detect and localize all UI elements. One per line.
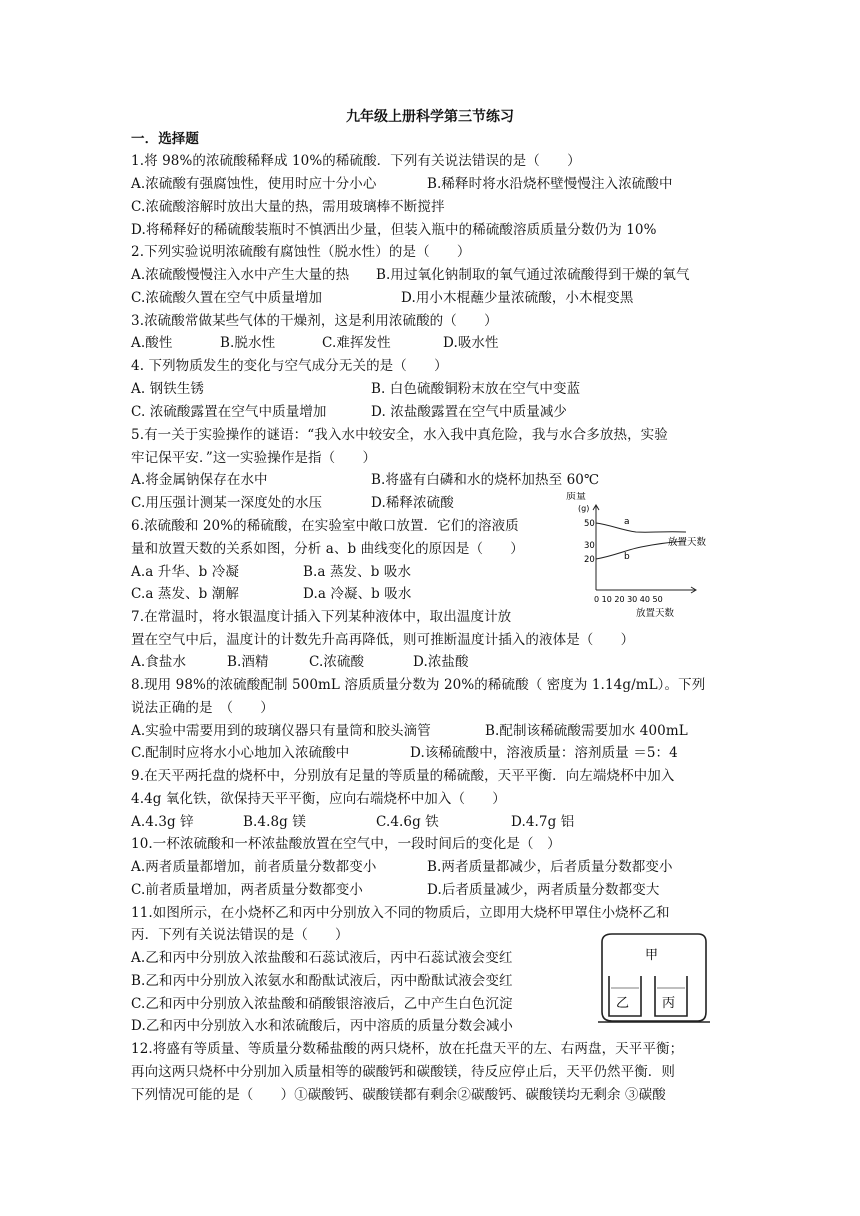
- question-1-option-row: [131, 175, 673, 193]
- question-3-stem: 3.浓硫酸常做某些气体的干燥剂，这是利用浓硫酸的（ ）: [131, 313, 498, 329]
- x-axis-title: 放置天数: [636, 608, 675, 619]
- y-axis-unit: (g): [578, 504, 590, 513]
- option-c: C.配制时应将水小心地加入浓硫酸中: [131, 745, 350, 761]
- option-b: B.用过氧化钠制取的氧气通过浓硫酸得到干燥的氧气: [376, 267, 690, 283]
- option-b: B.4.8g 镁: [243, 814, 306, 830]
- question-11-option-d: D.乙和丙中分别放入水和浓硫酸后，丙中溶质的质量分数会减小: [131, 1018, 514, 1034]
- question-11-stem: 11.如图所示，在小烧杯乙和丙中分别放入不同的物质后，立即用大烧杯甲罩住小烧杯乙和: [131, 905, 670, 921]
- option-c: C.难挥发性: [322, 335, 391, 351]
- option-b: B.脱水性: [220, 335, 276, 351]
- question-4-option-row: [131, 380, 581, 398]
- question-1-option-c: C.浓硫酸溶解时放出大量的热，需用玻璃棒不断搅拌: [131, 199, 445, 215]
- question-4-stem: 4. 下列物质发生的变化与空气成分无关的是（ ）: [131, 358, 448, 374]
- question-7-option-row: [131, 653, 469, 671]
- option-d: D.稀释浓硫酸: [371, 495, 454, 511]
- question-2-option-row: [131, 266, 690, 284]
- option-c: C.浓硫酸久置在空气中质量增加: [131, 290, 323, 306]
- option-b: B.将盛有白磷和水的烧杯加热至 60℃: [371, 472, 600, 488]
- question-9-stem-cont: 4.4g 氧化铁，欲保持天平平衡，应向右端烧杯中加入（ ）: [131, 791, 506, 807]
- option-d: D.吸水性: [443, 335, 499, 351]
- y-tick-30: 30: [584, 541, 595, 551]
- option-b: B. 白色硫酸铜粉末放在空气中变蓝: [371, 381, 581, 397]
- question-11-stem-cont: 丙．下列有关说法错误的是（ ）: [131, 927, 349, 943]
- question-6-option-row: [131, 563, 412, 581]
- question-10-option-row: [131, 881, 660, 899]
- page-title: 九年级上册科学第三节练习: [346, 109, 514, 125]
- option-d: D.该稀硫酸中，溶液质量：溶剂质量 ＝5：4: [410, 745, 678, 761]
- question-6-option-row: [131, 585, 412, 603]
- question-11-option-a: A.乙和丙中分别放入浓盐酸和石蕊试液后，丙中石蕊试液会变红: [131, 950, 513, 966]
- y-tick-20: 20: [584, 555, 595, 565]
- question-8-stem: 8.现用 98%的浓硫酸配制 500mL 溶质质量分数为 20%的稀硫酸（ 密度为 1.14g/mL）。下列: [131, 677, 706, 693]
- question-8-stem-cont: 说法正确的是 （ ）: [131, 700, 274, 716]
- beaker-jia-label: 甲: [645, 948, 659, 963]
- x-tick-labels: 0 10 20 30 40 50: [594, 595, 663, 604]
- question-10-option-row: [131, 858, 673, 876]
- question-2-stem: 2.下列实验说明浓硫酸有腐蚀性（脱水性）的是（ ）: [131, 244, 471, 260]
- beaker-bing-label: 丙: [662, 996, 676, 1011]
- option-a: A.食盐水: [131, 654, 187, 670]
- curve-b-label: b: [624, 552, 630, 562]
- question-4-option-row: [131, 403, 568, 421]
- question-5-option-row: [131, 494, 454, 512]
- option-b: B.两者质量都减少，后者质量分数都变小: [427, 859, 673, 875]
- option-b: B.酒精: [227, 654, 269, 670]
- option-b: B.配制该稀硫酸需要加水 400mL: [485, 723, 688, 739]
- question-1-stem: 1.将 98%的浓硫酸稀释成 10%的稀硫酸．下列有关说法错误的是（ ）: [131, 153, 581, 169]
- question-11-option-b: B.乙和丙中分别放入浓氨水和酚酞试液后，丙中酚酞试液会变红: [131, 973, 513, 989]
- option-a: A.浓硫酸慢慢注入水中产生大量的热: [131, 267, 350, 283]
- option-a: A. 钢铁生锈: [131, 381, 205, 397]
- option-d: D.浓盐酸: [413, 654, 469, 670]
- option-b: B.稀释时将水沿烧杯壁慢慢注入浓硫酸中: [427, 176, 673, 192]
- option-c: C.浓硫酸: [309, 654, 365, 670]
- section-heading: 一．选择题: [131, 131, 199, 147]
- question-5-option-row: [131, 471, 600, 489]
- question-10-stem: 10.一杯浓硫酸和一杯浓盐酸放置在空气中，一段时间后的变化是（ ）: [131, 836, 561, 852]
- curve-a-label: a: [624, 517, 630, 527]
- question-8-option-row: [131, 722, 688, 740]
- option-c: C. 浓硫酸露置在空气中质量增加: [131, 404, 327, 420]
- option-d: D.4.7g 铝: [511, 814, 575, 830]
- option-a: A.酸性: [131, 335, 173, 351]
- option-c: C.a 蒸发、b 潮解: [131, 586, 240, 602]
- question-11-option-c: C.乙和丙中分别放入浓盐酸和硝酸银溶液后，乙中产生白色沉淀: [131, 996, 513, 1012]
- option-a: A.实验中需要用到的玻璃仪器只有量筒和胶头滴管: [131, 723, 431, 739]
- right-side-label: 放置天数: [668, 537, 707, 548]
- question-5-stem: 5.有一关于实验操作的谜语：“我入水中较安全，水入我中真危险，我与水合多放热，实验: [131, 427, 668, 443]
- option-c: C.用压强计测某一深度处的水压: [131, 495, 323, 511]
- y-tick-50: 50: [584, 519, 595, 529]
- beaker-figure: [598, 924, 710, 1028]
- question-9-option-row: [131, 813, 575, 831]
- option-c: C.4.6g 铁: [376, 814, 439, 830]
- question-7-stem-cont: 置在空气中后，温度计的计数先升高再降低，则可推断温度计插入的液体是（ ）: [131, 632, 635, 648]
- option-d: D. 浓盐酸露置在空气中质量减少: [371, 404, 568, 420]
- option-a: A.4.3g 锌: [131, 814, 194, 830]
- option-b: B.a 蒸发、b 吸水: [303, 564, 412, 580]
- option-a: A.a 升华、b 冷凝: [131, 564, 239, 580]
- option-c: C.前者质量增加，两者质量分数都变小: [131, 882, 363, 898]
- question-8-option-row: [131, 744, 678, 762]
- beaker-yi-label: 乙: [616, 996, 630, 1011]
- option-d: D.用小木棍蘸少量浓硫酸，小木棍变黑: [401, 290, 634, 306]
- question-12-line-2: 再向这两只烧杯中分别加入质量相等的碳酸钙和碳酸镁，待反应停止后，天平仍然平衡．则: [131, 1064, 675, 1080]
- y-axis-title: 质量: [566, 492, 586, 502]
- option-d: D.后者质量减少，两者质量分数都变大: [427, 882, 660, 898]
- question-9-stem: 9.在天平两托盘的烧杯中，分别放有足量的等质量的稀硫酸，天平平衡．向左端烧杯中加入: [131, 768, 675, 784]
- question-3-option-row: [131, 334, 499, 352]
- question-2-option-row: [131, 289, 634, 307]
- question-12-line-3: 下列情况可能的是（ ）①碳酸钙、碳酸镁都有剩余②碳酸钙、碳酸镁均无剩余 ③碳酸: [131, 1087, 666, 1103]
- question-7-stem: 7.在常温时，将水银温度计插入下列某种液体中，取出温度计放: [131, 609, 512, 625]
- question-6-stem: 6.浓硫酸和 20%的稀硫酸，在实验室中敞口放置．它们的溶液质: [131, 518, 519, 534]
- option-d: D.a 冷凝、b 吸水: [303, 586, 412, 602]
- curve-a: [596, 523, 686, 532]
- question-6-stem-cont: 量和放置天数的关系如图，分析 a、b 曲线变化的原因是（ ）: [131, 541, 524, 557]
- question-1-option-d: D.将稀释好的稀硫酸装瓶时不慎洒出少量，但装入瓶中的稀硫酸溶质质量分数仍为 10%: [131, 222, 657, 238]
- question-12-line-1: 12.将盛有等质量、等质量分数稀盐酸的两只烧杯，放在托盘天平的左、右两盘，天平平衡；: [131, 1041, 684, 1057]
- option-a: A.浓硫酸有强腐蚀性，使用时应十分小心: [131, 176, 377, 192]
- question-5-stem-cont: 牢记保平安．”这一实验操作是指（ ）: [131, 450, 377, 466]
- option-a: A.将金属钠保存在水中: [131, 472, 268, 488]
- mass-vs-days-figure: [566, 492, 716, 620]
- option-a: A.两者质量都增加，前者质量分数都变小: [131, 859, 377, 875]
